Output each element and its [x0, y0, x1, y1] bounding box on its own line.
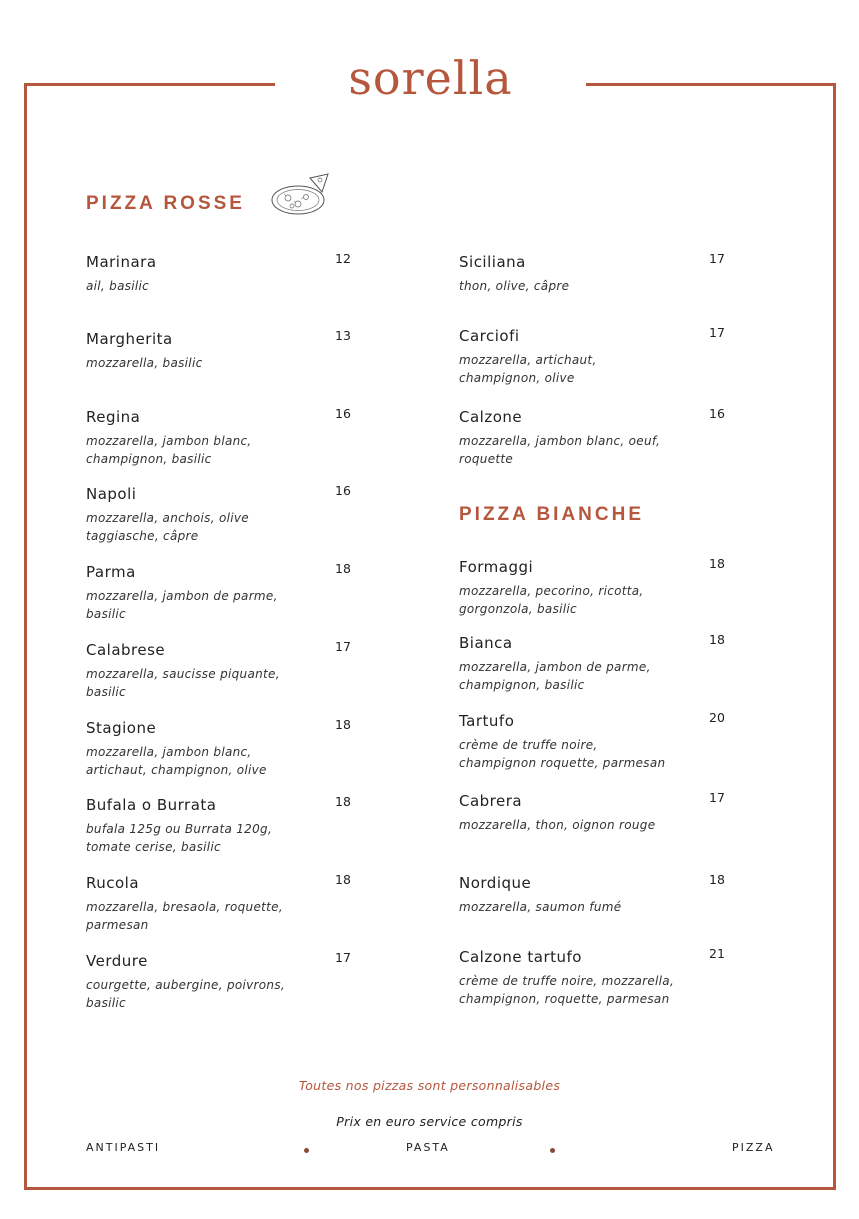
item-description: mozzarella, saumon fumé — [459, 900, 622, 914]
section-title-pizza-bianche: PIZZA BIANCHE — [459, 504, 645, 525]
item-price: 18 — [335, 794, 351, 809]
item-description: mozzarella, bresaola, roquette, parmesan — [86, 900, 283, 932]
item-name: Napoli — [86, 485, 137, 503]
item-description: mozzarella, anchois, olive taggiasche, câpre — [86, 511, 249, 543]
menu-item — [86, 952, 354, 1012]
menu-item — [86, 330, 354, 372]
item-name: Regina — [86, 408, 141, 426]
item-name: Nordique — [459, 874, 532, 892]
item-description: bufala 125g ou Burrata 120g, tomate cerise, basilic — [86, 822, 273, 854]
nav-link-pasta[interactable]: PASTA — [406, 1141, 450, 1154]
item-price: 21 — [709, 946, 725, 961]
menu-item — [459, 792, 727, 834]
item-name: Marinara — [86, 253, 157, 271]
menu-item — [86, 874, 354, 934]
item-price: 16 — [335, 483, 351, 498]
item-price: 18 — [709, 872, 725, 887]
customizable-note: Toutes nos pizzas sont personnalisables — [298, 1078, 561, 1093]
item-description: mozzarella, jambon de parme, basilic — [86, 589, 278, 621]
frame-top-right-rule — [586, 83, 836, 86]
menu-item — [86, 485, 354, 545]
menu-item — [459, 634, 727, 694]
menu-item — [86, 641, 354, 701]
menu-item — [86, 719, 354, 779]
item-name: Parma — [86, 563, 136, 581]
item-price: 18 — [709, 632, 725, 647]
pizza-sketch-icon — [270, 168, 334, 220]
item-price: 17 — [709, 325, 725, 340]
item-description: crème de truffe noire, mozzarella, champignon, roquette, parmesan — [459, 974, 675, 1006]
menu-item — [459, 874, 727, 916]
item-name: Calzone — [459, 408, 523, 426]
menu-item — [86, 796, 354, 856]
item-description: mozzarella, jambon blanc, artichaut, champignon, olive — [86, 745, 267, 777]
section-title-pizza-rosse: PIZZA ROSSE — [86, 193, 245, 214]
item-price: 18 — [335, 717, 351, 732]
item-description: crème de truffe noire, champignon roquette, parmesan — [459, 738, 666, 770]
item-description: mozzarella, jambon blanc, oeuf, roquette — [459, 434, 661, 466]
item-description: mozzarella, saucisse piquante, basilic — [86, 667, 280, 699]
item-price: 16 — [335, 406, 351, 421]
item-price: 20 — [709, 710, 725, 725]
item-price: 18 — [709, 556, 725, 571]
item-name: Verdure — [86, 952, 148, 970]
item-name: Formaggi — [459, 558, 534, 576]
item-price: 12 — [335, 251, 351, 266]
item-price: 18 — [335, 872, 351, 887]
menu-item — [86, 253, 354, 295]
item-name: Calabrese — [86, 641, 166, 659]
item-price: 17 — [709, 790, 725, 805]
item-description: courgette, aubergine, poivrons, basilic — [86, 978, 286, 1010]
item-name: Carciofi — [459, 327, 520, 345]
menu-item — [86, 408, 354, 468]
menu-item — [459, 948, 727, 1008]
frame-top-left-rule — [24, 83, 275, 86]
item-name: Rucola — [86, 874, 140, 892]
item-name: Bufala o Burrata — [86, 796, 217, 814]
menu-item — [459, 408, 727, 468]
item-description: mozzarella, jambon de parme, champignon, basilic — [459, 660, 651, 692]
item-name: Siciliana — [459, 253, 526, 271]
item-description: mozzarella, artichaut, champignon, olive — [459, 353, 597, 385]
menu-item — [459, 712, 727, 772]
menu-item — [459, 253, 727, 295]
item-description: mozzarella, thon, oignon rouge — [459, 818, 656, 832]
nav-separator-dot — [550, 1148, 555, 1153]
item-price: 17 — [709, 251, 725, 266]
brand-logo: sorella — [348, 51, 513, 105]
item-description: mozzarella, jambon blanc, champignon, basilic — [86, 434, 252, 466]
item-name: Margherita — [86, 330, 173, 348]
item-name: Stagione — [86, 719, 157, 737]
item-description: ail, basilic — [86, 279, 150, 293]
item-description: mozzarella, pecorino, ricotta, gorgonzola, basilic — [459, 584, 644, 616]
item-price: 16 — [709, 406, 725, 421]
nav-link-antipasti[interactable]: ANTIPASTI — [86, 1141, 161, 1154]
item-name: Tartufo — [459, 712, 515, 730]
item-name: Cabrera — [459, 792, 523, 810]
menu-item — [459, 327, 727, 387]
item-price: 17 — [335, 639, 351, 654]
item-price: 18 — [335, 561, 351, 576]
item-name: Bianca — [459, 634, 513, 652]
menu-item — [86, 563, 354, 623]
item-description: thon, olive, câpre — [459, 279, 570, 293]
menu-item — [459, 558, 727, 618]
item-description: mozzarella, basilic — [86, 356, 203, 370]
item-price: 17 — [335, 950, 351, 965]
price-note: Prix en euro service compris — [336, 1114, 523, 1129]
item-price: 13 — [335, 328, 351, 343]
nav-link-pizza[interactable]: PIZZA — [732, 1141, 775, 1154]
item-name: Calzone tartufo — [459, 948, 582, 966]
nav-separator-dot — [304, 1148, 309, 1153]
